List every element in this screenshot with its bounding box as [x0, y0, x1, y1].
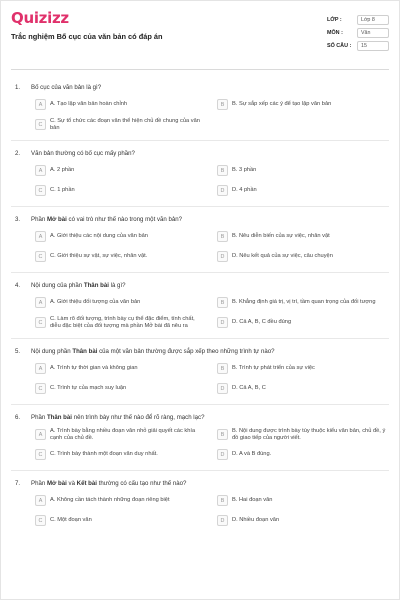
- question-number: 2.: [15, 150, 21, 157]
- answer-option-a[interactable]: [35, 97, 207, 112]
- answer-option-b[interactable]: [217, 427, 389, 442]
- option-text: B. Khẳng định giá trị, vị trí, tầm quan trọng của đối tượng: [232, 299, 376, 305]
- option-text: B. Nội dung được trình bày tùy thuộc kiểu văn bản, chủ đề, ý đồ giao tiếp của người viết.: [232, 427, 386, 441]
- quizizz-logo: Quizizz: [11, 9, 69, 27]
- question-7: [11, 480, 389, 528]
- option-letter-box: D: [217, 185, 228, 196]
- question-text-part: Văn bản thường có bố cục mấy phần?: [31, 150, 135, 157]
- option-letter-box: D: [217, 515, 228, 526]
- option-letter-box: D: [217, 251, 228, 262]
- meta-key: MÔN :: [327, 29, 343, 36]
- question-4: [11, 282, 389, 330]
- answer-option-d[interactable]: [217, 447, 389, 462]
- option-letter-box: A: [35, 363, 46, 374]
- answer-option-b[interactable]: [217, 229, 389, 244]
- option-text: A. Không cần tách thành những đoạn riêng biệt: [50, 497, 170, 503]
- question-5: [11, 348, 389, 396]
- meta-row-count: [327, 39, 389, 52]
- option-letter-box: B: [217, 363, 228, 374]
- answer-options: [35, 163, 389, 198]
- option-text: C. 1 phần: [50, 187, 75, 193]
- question-text-part: Bố cục của văn bản là gì?: [31, 84, 102, 91]
- question-number: 4.: [15, 282, 21, 289]
- answer-option-c[interactable]: [35, 513, 207, 528]
- answer-option-c[interactable]: [35, 117, 207, 132]
- question-text-bold: Mở bài: [46, 480, 67, 487]
- answer-option-a[interactable]: [35, 229, 207, 244]
- answer-options: [35, 361, 389, 396]
- question-list: [1, 70, 399, 528]
- option-letter-box: B: [217, 231, 228, 242]
- option-text: D. 4 phần: [232, 187, 257, 193]
- question-text-part: nên trình bày như thế nào để rõ ràng, mạch lạc?: [72, 414, 205, 421]
- answer-option-c[interactable]: [35, 183, 207, 198]
- question-text: [31, 480, 186, 487]
- meta-value: Lớp 8: [357, 15, 389, 25]
- answer-options: [35, 493, 389, 528]
- answer-option-b[interactable]: [217, 493, 389, 508]
- question-2: [11, 150, 389, 198]
- question-text-part: là gì?: [108, 282, 126, 289]
- option-text: C. Giới thiệu sự vật, sự việc, nhân vật.: [50, 253, 148, 259]
- answer-option-b[interactable]: [217, 295, 389, 310]
- answer-options: [35, 229, 389, 264]
- question-text-part: Nội dung phần: [31, 348, 73, 355]
- question-divider: [11, 338, 389, 339]
- option-text: B. Nêu diễn biến của sự việc, nhân vật: [232, 233, 330, 239]
- question-text-bold: Thân bài: [46, 414, 72, 421]
- option-letter-box: A: [35, 297, 46, 308]
- option-text: D. Cả A, B, C: [232, 385, 266, 391]
- answer-option-c[interactable]: [35, 381, 207, 396]
- question-text-part: và: [66, 480, 77, 487]
- option-letter-box: C: [35, 383, 46, 394]
- meta-value: 15: [357, 41, 389, 51]
- option-text: C. Trình tự của mạch suy luận: [50, 385, 127, 391]
- option-letter-box: A: [35, 231, 46, 242]
- answer-option-a[interactable]: [35, 295, 207, 310]
- meta-key: LỚP :: [327, 16, 342, 23]
- option-letter-box: C: [35, 119, 46, 130]
- question-text-bold: Kết bài: [76, 480, 97, 487]
- option-letter-box: D: [217, 449, 228, 460]
- meta-row-subject: [327, 26, 389, 39]
- question-number: 7.: [15, 480, 21, 487]
- option-letter-box: B: [217, 165, 228, 176]
- question-text-bold: Mở bài: [46, 216, 67, 223]
- question-header: [11, 150, 389, 157]
- question-text: [31, 84, 101, 91]
- option-letter-box: A: [35, 429, 46, 440]
- question-text: [31, 348, 275, 355]
- option-letter-box: D: [217, 317, 228, 328]
- question-divider: [11, 272, 389, 273]
- option-letter-box: B: [217, 297, 228, 308]
- question-header: [11, 480, 389, 487]
- option-text: B. Hai đoạn văn: [232, 497, 273, 503]
- question-text-bold: Thân bài: [72, 348, 98, 355]
- answer-option-b[interactable]: [217, 361, 389, 376]
- question-text: [31, 414, 204, 421]
- answer-options: [35, 97, 389, 132]
- question-text-part: có vai trò như thế nào trong một văn bản?: [66, 216, 183, 223]
- question-header: [11, 84, 389, 91]
- option-letter-box: C: [35, 515, 46, 526]
- option-text: C. Làm rõ đối tượng, trình bày cụ thể đặc điểm, tính chất, diễu đặc biệt của đối tượng mà phần Mở bài đã nêu ra: [50, 315, 195, 329]
- option-letter-box: A: [35, 165, 46, 176]
- question-text: [31, 282, 126, 289]
- option-letter-box: C: [35, 317, 46, 328]
- answer-option-d[interactable]: [217, 183, 389, 198]
- question-6: [11, 414, 389, 462]
- question-text: [31, 150, 135, 157]
- option-text: A. Giới thiệu đối tượng của văn bản: [50, 299, 141, 305]
- option-text: A. 2 phần: [50, 167, 75, 173]
- answer-option-d[interactable]: [217, 513, 389, 528]
- answer-option-a[interactable]: [35, 163, 207, 178]
- answer-option-b[interactable]: [217, 97, 389, 112]
- option-letter-box: C: [35, 185, 46, 196]
- answer-option-a[interactable]: [35, 427, 207, 442]
- answer-option-d[interactable]: [217, 249, 389, 264]
- option-text: B. Sự sắp xếp các ý để tạo lập văn bản: [232, 101, 332, 107]
- answer-option-a[interactable]: [35, 361, 207, 376]
- question-text-part: Nội dung của phần: [31, 282, 84, 289]
- option-text: B. 3 phần: [232, 167, 257, 173]
- question-header: [11, 216, 389, 223]
- question-number: 6.: [15, 414, 21, 421]
- meta-value: Văn: [357, 28, 389, 38]
- question-3: [11, 216, 389, 264]
- question-text-bold: Thân bài: [83, 282, 109, 289]
- question-text-part: Phần: [31, 480, 47, 487]
- question-text: [31, 216, 182, 223]
- question-1: [11, 84, 389, 132]
- option-text: D. Nêu kết quả của sự việc, câu chuyện: [232, 253, 333, 259]
- answer-option-c[interactable]: [35, 315, 207, 330]
- meta-panel: [327, 13, 389, 52]
- option-letter-box: C: [35, 251, 46, 262]
- option-letter-box: C: [35, 449, 46, 460]
- option-text: C. Sự tổ chức các đoạn văn thể hiện chủ đề chung của văn bản: [50, 117, 200, 131]
- answer-option-b[interactable]: [217, 163, 389, 178]
- option-letter-box: A: [35, 495, 46, 506]
- question-number: 3.: [15, 216, 21, 223]
- option-text: D. Nhiều đoạn văn: [232, 517, 280, 523]
- option-text: C. Một đoạn văn: [50, 517, 92, 523]
- option-text: D. A và B đúng.: [232, 451, 272, 457]
- question-divider: [11, 404, 389, 405]
- question-header: [11, 348, 389, 355]
- answer-option-c[interactable]: [35, 447, 207, 462]
- answer-options: [35, 295, 389, 330]
- question-divider: [11, 470, 389, 471]
- option-text: A. Trình bày bằng nhiều đoạn văn nhỏ giải quyết các khía cạnh của chủ đề.: [50, 427, 196, 441]
- option-letter-box: D: [217, 383, 228, 394]
- option-letter-box: A: [35, 99, 46, 110]
- worksheet-title: Trắc nghiệm Bố cục của văn bản có đáp án: [11, 32, 163, 41]
- meta-key: SỐ CÂU :: [327, 42, 352, 49]
- option-text: A. Tạo lập văn bản hoàn chỉnh: [50, 101, 128, 107]
- option-text: C. Trình bày thành một đoạn văn duy nhất.: [50, 451, 158, 457]
- question-text-part: thường có cấu tạo như thế nào?: [97, 480, 187, 487]
- option-text: A. Giới thiệu các nội dung của văn bản: [50, 233, 148, 239]
- option-letter-box: B: [217, 429, 228, 440]
- question-divider: [11, 206, 389, 207]
- option-text: A. Trình tự thời gian và không gian: [50, 365, 138, 371]
- answer-option-d[interactable]: [217, 381, 389, 396]
- option-letter-box: B: [217, 495, 228, 506]
- answer-option-a[interactable]: [35, 493, 207, 508]
- meta-row-grade: [327, 13, 389, 26]
- question-number: 5.: [15, 348, 21, 355]
- answer-options: [35, 427, 389, 462]
- question-divider: [11, 140, 389, 141]
- question-header: [11, 414, 389, 421]
- option-text: D. Cả A, B, C đều đúng: [232, 319, 292, 325]
- question-text-part: Phần: [31, 216, 47, 223]
- question-number: 1.: [15, 84, 21, 91]
- answer-option-c[interactable]: [35, 249, 207, 264]
- question-text-part: Phần: [31, 414, 47, 421]
- option-text: B. Trình tự phát triển của sự việc: [232, 365, 315, 371]
- worksheet-header: [1, 1, 399, 63]
- option-letter-box: B: [217, 99, 228, 110]
- answer-option-d[interactable]: [217, 315, 389, 330]
- question-header: [11, 282, 389, 289]
- question-text-part: của một văn bản thường được sắp xếp theo những trình tự nào?: [97, 348, 275, 355]
